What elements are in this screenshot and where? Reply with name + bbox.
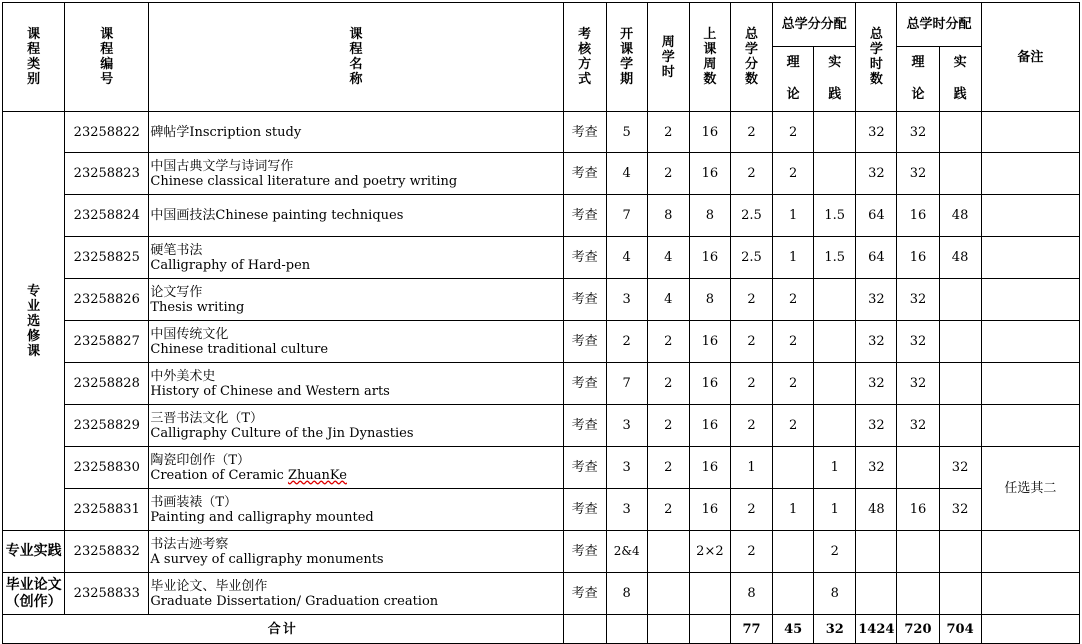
remark-cell <box>981 279 1079 321</box>
table-row <box>3 112 1080 153</box>
weeks: 16 <box>689 321 730 363</box>
total-blank <box>606 615 647 644</box>
semester: 7 <box>606 363 647 405</box>
weeks: 8 <box>689 279 730 321</box>
table-row <box>3 363 1080 405</box>
total-row <box>3 615 1080 644</box>
course-name: 书画装裱（T） Painting and calligraphy mounted <box>149 489 563 531</box>
total-credits: 2 <box>730 405 772 447</box>
course-name: 书法古迹考察 A survey of calligraphy monuments <box>149 531 563 573</box>
table-row <box>3 573 1080 615</box>
course-code: 23258827 <box>65 321 149 363</box>
weeks: 16 <box>689 112 730 153</box>
total-hours: 1424 <box>856 615 897 644</box>
credit-theory: 2 <box>773 363 814 405</box>
assessment: 考查 <box>563 489 606 531</box>
weekly-hours: 4 <box>647 237 689 279</box>
course-name: 碑帖学Inscription study <box>149 112 563 153</box>
total-label: 合计 <box>3 615 564 644</box>
weekly-hours: 2 <box>647 321 689 363</box>
hours-practice <box>939 363 981 405</box>
weeks: 16 <box>689 237 730 279</box>
weeks: 8 <box>689 195 730 237</box>
weekly-hours: 2 <box>647 112 689 153</box>
table-row <box>3 321 1080 363</box>
credit-practice <box>814 405 856 447</box>
course-code: 23258825 <box>65 237 149 279</box>
remark-cell <box>981 237 1079 279</box>
total-credits: 8 <box>730 573 772 615</box>
hours-practice: 32 <box>939 489 981 531</box>
category-practice: 专业实践 <box>3 531 65 573</box>
weekly-hours: 2 <box>647 153 689 195</box>
assessment: 考查 <box>563 279 606 321</box>
total-hours: 32 <box>856 153 897 195</box>
semester: 3 <box>606 405 647 447</box>
course-name: 中国古典文学与诗词写作 Chinese classical literature and poetry writing <box>149 153 563 195</box>
hours-theory: 16 <box>897 195 939 237</box>
course-name: 中外美术史 History of Chinese and Western arts <box>149 363 563 405</box>
semester: 3 <box>606 279 647 321</box>
weeks: 16 <box>689 363 730 405</box>
weeks: 16 <box>689 153 730 195</box>
hours-practice: 48 <box>939 195 981 237</box>
course-code: 23258829 <box>65 405 149 447</box>
assessment: 考查 <box>563 363 606 405</box>
hours-theory <box>897 447 939 489</box>
total-credits: 2 <box>730 153 772 195</box>
total-hours-practice: 704 <box>939 615 981 644</box>
course-name: 毕业论文、毕业创作 Graduate Dissertation/ Graduation creation <box>149 573 563 615</box>
credit-practice: 1.5 <box>814 237 856 279</box>
total-hours: 32 <box>856 363 897 405</box>
header-total-credits: 总 学 分 数 <box>730 3 772 112</box>
weekly-hours: 2 <box>647 363 689 405</box>
weeks: 16 <box>689 447 730 489</box>
course-name: 中国传统文化 Chinese traditional culture <box>149 321 563 363</box>
credit-practice: 1.5 <box>814 195 856 237</box>
remark-cell <box>981 531 1079 573</box>
remark-cell <box>981 573 1079 615</box>
credit-practice <box>814 279 856 321</box>
table-row <box>3 237 1080 279</box>
assessment: 考查 <box>563 573 606 615</box>
credit-practice <box>814 363 856 405</box>
table-row <box>3 405 1080 447</box>
total-blank <box>647 615 689 644</box>
total-credits: 2.5 <box>730 195 772 237</box>
header-credit-practice: 实 践 <box>814 47 856 112</box>
total-credits: 2.5 <box>730 237 772 279</box>
header-weekly-hours: 周 学 时 <box>647 3 689 112</box>
assessment: 考查 <box>563 153 606 195</box>
table-row <box>3 153 1080 195</box>
credit-theory: 2 <box>773 112 814 153</box>
assessment: 考查 <box>563 112 606 153</box>
course-name: 三晋书法文化（T） Calligraphy Culture of the Jin Dynasties <box>149 405 563 447</box>
total-hours <box>856 573 897 615</box>
hours-theory <box>897 573 939 615</box>
semester: 3 <box>606 489 647 531</box>
course-code: 23258823 <box>65 153 149 195</box>
category-thesis: 毕业论文 （创作） <box>3 573 65 615</box>
hours-practice <box>939 405 981 447</box>
weeks: 2×2 <box>689 531 730 573</box>
assessment: 考查 <box>563 237 606 279</box>
total-blank <box>563 615 606 644</box>
assessment: 考查 <box>563 195 606 237</box>
hours-practice <box>939 112 981 153</box>
hours-theory: 32 <box>897 112 939 153</box>
header-weeks: 上 课 周 数 <box>689 3 730 112</box>
header-category: 课 程 类 别 <box>3 3 65 112</box>
credit-theory: 1 <box>773 489 814 531</box>
table-row <box>3 279 1080 321</box>
credit-theory: 2 <box>773 405 814 447</box>
hours-theory: 16 <box>897 489 939 531</box>
hours-practice <box>939 531 981 573</box>
header-remarks: 备注 <box>981 3 1079 112</box>
semester: 2&4 <box>606 531 647 573</box>
header-hours-theory: 理 论 <box>897 47 939 112</box>
credit-practice: 1 <box>814 489 856 531</box>
remark-elective: 任选其二 <box>981 447 1079 531</box>
total-credits: 2 <box>730 489 772 531</box>
total-credit-theory: 45 <box>773 615 814 644</box>
remark-cell <box>981 321 1079 363</box>
course-code: 23258828 <box>65 363 149 405</box>
assessment: 考查 <box>563 405 606 447</box>
hours-practice <box>939 279 981 321</box>
credit-theory: 2 <box>773 279 814 321</box>
credit-theory: 1 <box>773 195 814 237</box>
table-row <box>3 195 1080 237</box>
weekly-hours: 2 <box>647 405 689 447</box>
table-row <box>3 447 1080 489</box>
assessment: 考查 <box>563 447 606 489</box>
header-name: 课 程 名 称 <box>149 3 563 112</box>
course-name: 论文写作 Thesis writing <box>149 279 563 321</box>
semester: 5 <box>606 112 647 153</box>
total-hours: 32 <box>856 321 897 363</box>
total-hours: 64 <box>856 195 897 237</box>
credit-theory: 1 <box>773 237 814 279</box>
remark-cell <box>981 153 1079 195</box>
weeks <box>689 573 730 615</box>
credit-practice <box>814 153 856 195</box>
header-code: 课 程 编 号 <box>65 3 149 112</box>
weekly-hours: 4 <box>647 279 689 321</box>
total-credits: 2 <box>730 531 772 573</box>
credit-practice: 1 <box>814 447 856 489</box>
credit-theory: 2 <box>773 153 814 195</box>
total-hours: 32 <box>856 112 897 153</box>
total-credits: 2 <box>730 279 772 321</box>
course-code: 23258833 <box>65 573 149 615</box>
course-code: 23258822 <box>65 112 149 153</box>
weeks: 16 <box>689 489 730 531</box>
remark-cell <box>981 363 1079 405</box>
remark-cell <box>981 405 1079 447</box>
total-credits: 2 <box>730 363 772 405</box>
remark-cell <box>981 195 1079 237</box>
table-row <box>3 489 1080 531</box>
header-credit-group: 总学分分配 <box>773 3 856 47</box>
header-total-hours: 总 学 时 数 <box>856 3 897 112</box>
header-assessment: 考 核 方 式 <box>563 3 606 112</box>
credit-practice <box>814 321 856 363</box>
total-hours <box>856 531 897 573</box>
total-credit-practice: 32 <box>814 615 856 644</box>
weekly-hours: 2 <box>647 447 689 489</box>
total-hours: 64 <box>856 237 897 279</box>
semester: 8 <box>606 573 647 615</box>
header-hours-practice: 实 践 <box>939 47 981 112</box>
header-semester: 开 课 学 期 <box>606 3 647 112</box>
course-name: 中国画技法Chinese painting techniques <box>149 195 563 237</box>
semester: 3 <box>606 447 647 489</box>
total-credits: 1 <box>730 447 772 489</box>
credit-practice: 2 <box>814 531 856 573</box>
course-table <box>2 2 1080 644</box>
header-row <box>3 3 1080 47</box>
hours-theory: 32 <box>897 321 939 363</box>
hours-theory <box>897 531 939 573</box>
credit-theory <box>773 447 814 489</box>
credit-theory <box>773 531 814 573</box>
credit-practice: 8 <box>814 573 856 615</box>
course-code: 23258831 <box>65 489 149 531</box>
hours-theory: 16 <box>897 237 939 279</box>
semester: 4 <box>606 153 647 195</box>
course-code: 23258830 <box>65 447 149 489</box>
semester: 4 <box>606 237 647 279</box>
total-blank <box>689 615 730 644</box>
table-row <box>3 531 1080 573</box>
course-code: 23258826 <box>65 279 149 321</box>
weeks: 16 <box>689 405 730 447</box>
course-code: 23258832 <box>65 531 149 573</box>
course-code: 23258824 <box>65 195 149 237</box>
hours-practice <box>939 153 981 195</box>
hours-practice <box>939 573 981 615</box>
assessment: 考查 <box>563 531 606 573</box>
total-hours: 32 <box>856 405 897 447</box>
header-credit-theory: 理 论 <box>773 47 814 112</box>
credit-theory <box>773 573 814 615</box>
assessment: 考查 <box>563 321 606 363</box>
total-hours: 32 <box>856 447 897 489</box>
hours-practice: 48 <box>939 237 981 279</box>
total-credits: 77 <box>730 615 772 644</box>
hours-practice <box>939 321 981 363</box>
total-credits: 2 <box>730 112 772 153</box>
hours-practice: 32 <box>939 447 981 489</box>
weekly-hours <box>647 573 689 615</box>
total-hours: 32 <box>856 279 897 321</box>
category-elective: 专 业 选 修 课 <box>3 112 65 531</box>
credit-practice <box>814 112 856 153</box>
course-name: 硬笔书法 Calligraphy of Hard-pen <box>149 237 563 279</box>
weekly-hours: 2 <box>647 489 689 531</box>
total-blank <box>981 615 1079 644</box>
header-hours-group: 总学时分配 <box>897 3 981 47</box>
total-hours-theory: 720 <box>897 615 939 644</box>
hours-theory: 32 <box>897 279 939 321</box>
credit-theory: 2 <box>773 321 814 363</box>
total-hours: 48 <box>856 489 897 531</box>
remark-cell <box>981 112 1079 153</box>
hours-theory: 32 <box>897 405 939 447</box>
total-credits: 2 <box>730 321 772 363</box>
course-name: 陶瓷印创作（T） Creation of Ceramic ZhuanKe <box>149 447 563 489</box>
hours-theory: 32 <box>897 363 939 405</box>
semester: 2 <box>606 321 647 363</box>
weekly-hours <box>647 531 689 573</box>
hours-theory: 32 <box>897 153 939 195</box>
semester: 7 <box>606 195 647 237</box>
weekly-hours: 8 <box>647 195 689 237</box>
